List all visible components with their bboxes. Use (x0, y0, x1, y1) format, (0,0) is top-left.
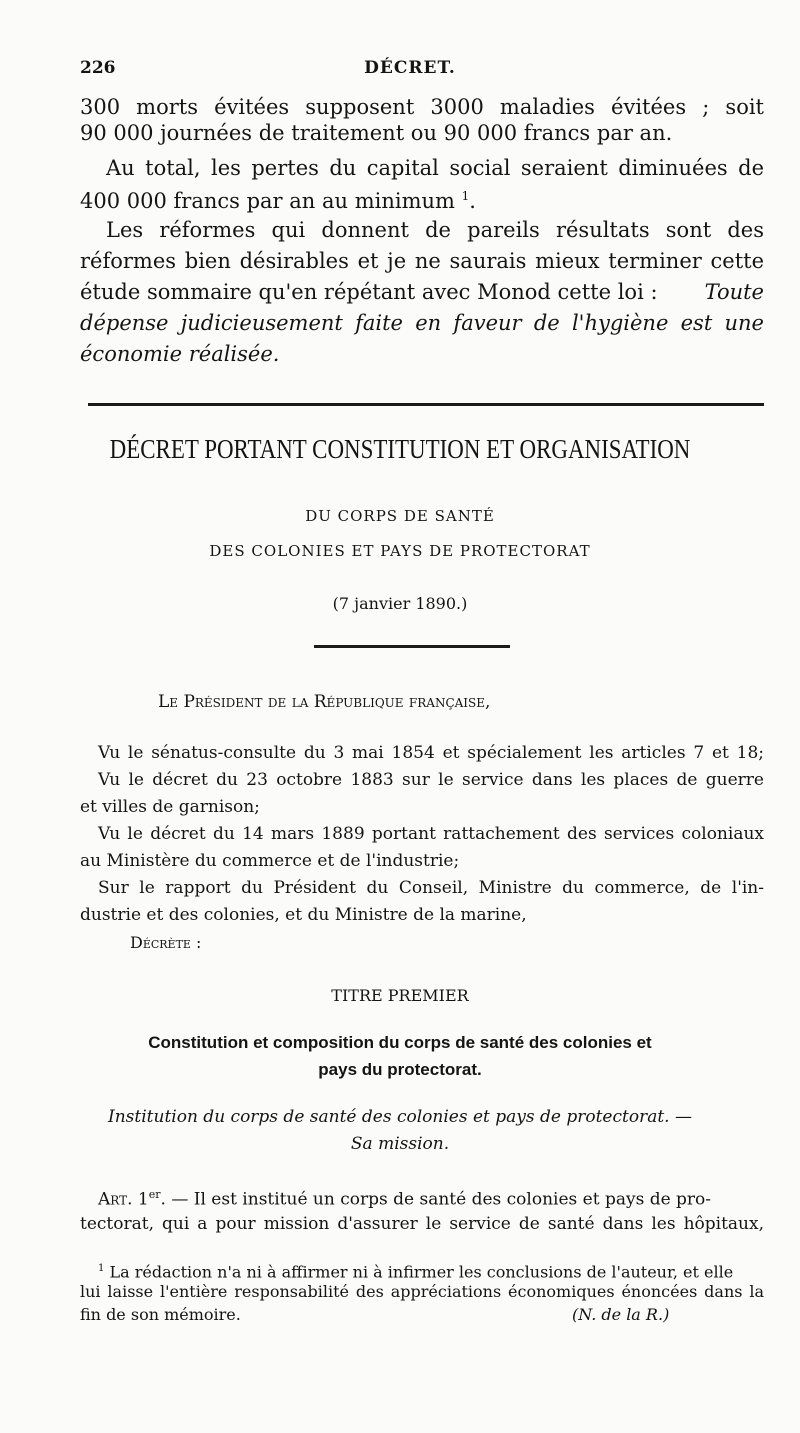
preamble-line: dustrie et des colonies, et du Ministre de la marine, (80, 905, 527, 925)
preamble-line: Vu le décret du 14 mars 1889 portant rattachement des services coloniaux (98, 824, 764, 844)
subsection-heading: Institution du corps de santé des colonies et pays de protectorat. — (108, 1107, 692, 1127)
footnote-line: lui laisse l'entière responsabilité des appréciations économiques énoncées dans la (80, 1282, 764, 1301)
preamble-line: Sur le rapport du Président du Conseil, Ministre du commerce, de l'in- (98, 878, 764, 898)
article-text: — Il est institué un corps de santé des colonies et pays de pro- (165, 1189, 712, 1210)
subsection-heading: Sa mission. (350, 1134, 450, 1154)
article-line (98, 1182, 764, 1213)
preamble-line: Vu le décret du 23 octobre 1883 sur le service dans les places de guerre (98, 770, 764, 790)
titre-heading: TITRE PREMIER (331, 986, 469, 1005)
footnote-text: fin de son mémoire. (80, 1305, 241, 1324)
preamble-line: et villes de garnison; (80, 797, 260, 817)
article-label-dot: . (160, 1189, 166, 1210)
body-line (80, 279, 764, 305)
decree-date: (7 janvier 1890.) (332, 594, 468, 613)
footnote-signature: (N. de la R.) (572, 1305, 670, 1324)
decree-title: DÉCRET PORTANT CONSTITUTION ET ORGANISATION (109, 434, 691, 464)
section-divider (88, 403, 764, 406)
decree-subtitle: DU CORPS DE SANTÉ (305, 507, 495, 525)
footnote-reference: 1 (461, 189, 470, 203)
short-divider (314, 645, 510, 648)
body-text: 400 000 francs par an au minimum (80, 189, 455, 213)
body-line: Au total, les pertes du capital social seraient diminuées de (106, 156, 764, 180)
section-heading: pays du protectorat. (318, 1060, 482, 1079)
body-text: . (469, 189, 476, 213)
decree-subtitle: DES COLONIES ET PAYS DE PROTECTORAT (209, 542, 591, 560)
running-title: DÉCRET. (364, 58, 456, 78)
italic-line: dépense judicieusement faite en faveur de l'hygiène est une (80, 311, 764, 335)
body-line: 90 000 journées de traitement ou 90 000 francs par an. (80, 121, 673, 145)
body-line: Les réformes qui donnent de pareils résultats sont des (106, 218, 764, 242)
article-line: tectorat, qui a pour mission d'assurer le service de santé dans les hôpitaux, (80, 1214, 764, 1234)
section-heading: Constitution et composition du corps de santé des colonies et (148, 1033, 652, 1052)
footnote-line (98, 1258, 764, 1283)
footnote-line (80, 1304, 764, 1326)
preamble-line: Vu le sénatus-consulte du 3 mai 1854 et spécialement les articles 7 et 18; (98, 743, 764, 763)
preamble-line: au Ministère du commerce et de l'industrie; (80, 851, 460, 871)
president-heading: Le Président de la République française, (158, 692, 491, 712)
body-line (80, 183, 764, 214)
page-number: 226 (80, 58, 116, 78)
body-line: réformes bien désirables et je ne saurais mieux terminer cette (80, 249, 764, 273)
body-text: étude sommaire qu'en répétant avec Monod cette loi : (80, 280, 658, 304)
decrete-label: Décrète : (130, 933, 202, 952)
article-label-sup: er (148, 1188, 161, 1201)
footnote-text: La rédaction n'a ni à affirmer ni à infirmer les conclusions de l'auteur, et elle (104, 1262, 734, 1282)
italic-text: Toute (704, 280, 764, 304)
body-line: 300 morts évitées supposent 3000 maladies évitées ; soit (80, 95, 764, 119)
italic-line: économie réalisée. (80, 342, 280, 366)
footnote-marker: 1 (98, 1263, 105, 1274)
article-label: Art. 1 (98, 1189, 149, 1210)
